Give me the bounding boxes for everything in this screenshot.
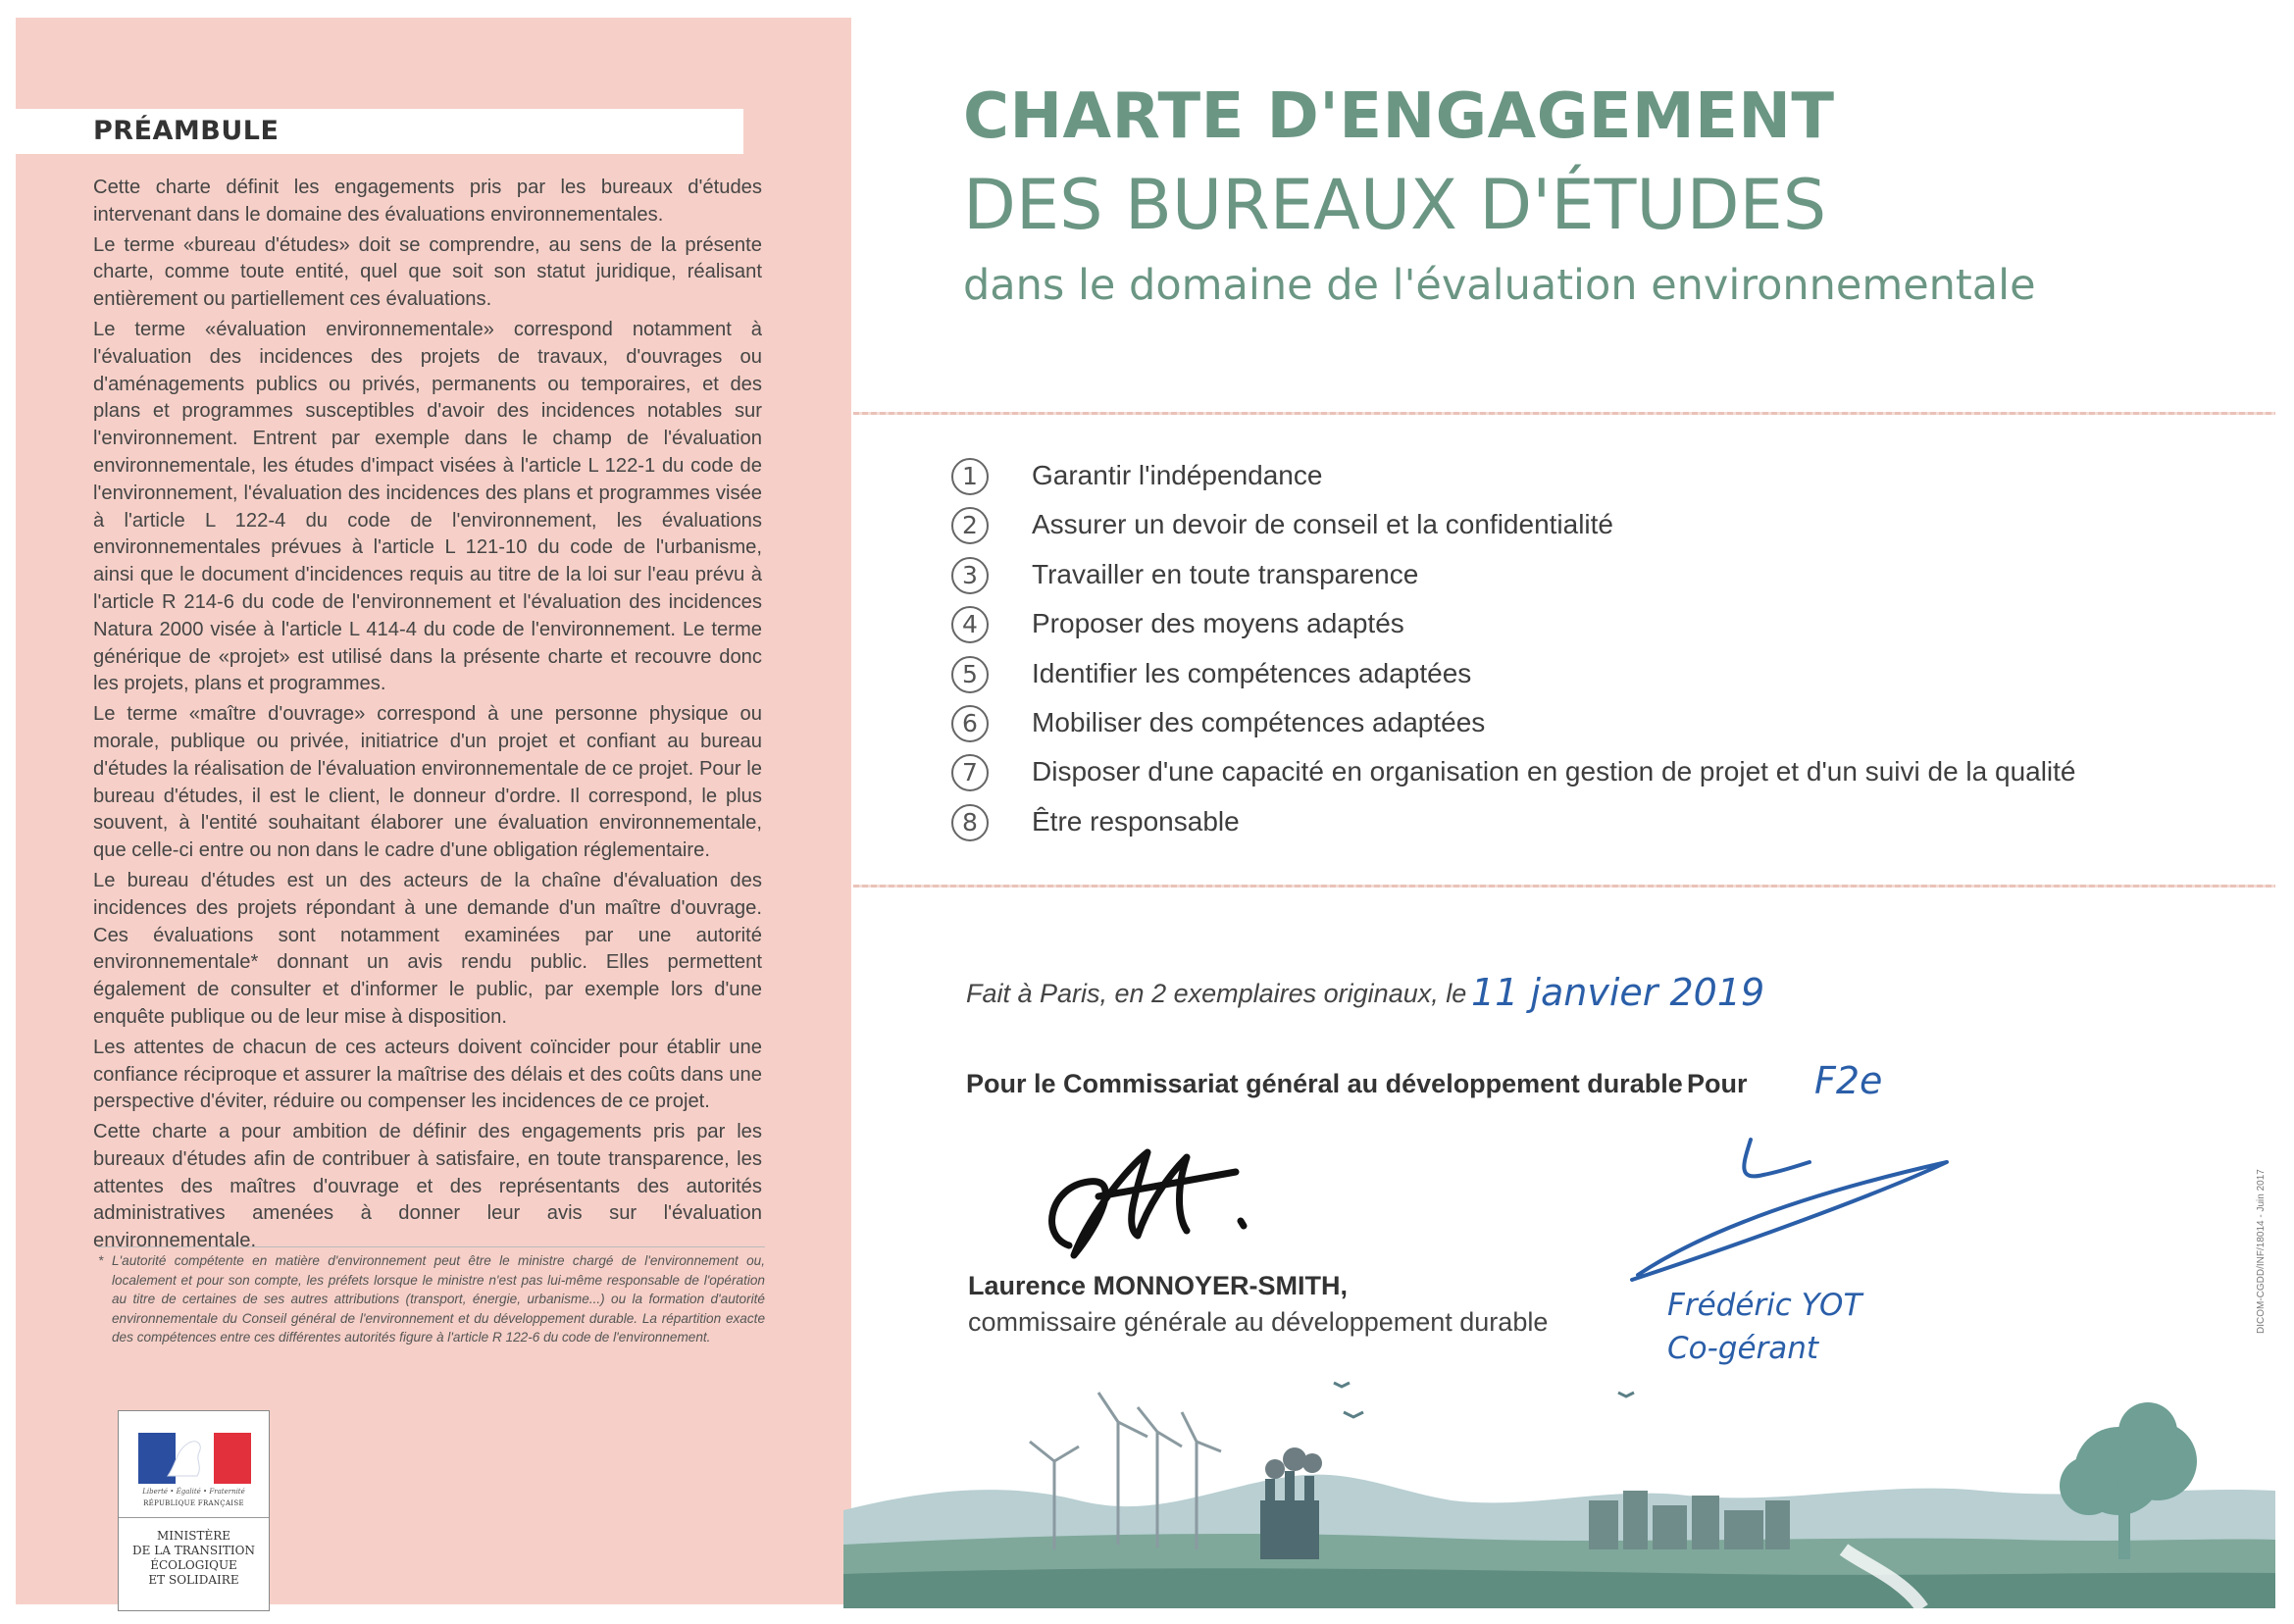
preamble-paragraph: Le terme «évaluation environnementale» correspond notamment à l'évaluation des incidences des projets de travaux, d'ouvrages ou d'aménagements publics ou privés, permanents ou temporaires, et des plans et programmes susceptibles d'avoir des incidences notables sur l'environnement. Entrent par exemple dans le champ de l'évaluation environnementale, les études d'impact visées à l'article L 122-1 du code de l'environnement, l'évaluation des incidences des plans et programmes visée à l'article L 122-4 du code de l'environnement, les évaluations environnementales prévues à l'article L 121-10 du code de l'urbanisme, ainsi que le document d'incidences requis au titre de la loi sur l'eau prévu à l'article R 214-6 du code de l'environnement et l'évaluation des incidences Natura 2000 visée à l'article L 414-4 du code de l'environnement. Le terme générique de «projet» est utilisé dans la présente charte et recouvre donc les projets, plans et programmes. [93, 318, 762, 695]
logo-ministry-line: ÉCOLOGIQUE [150, 1558, 237, 1572]
commitment-item [951, 456, 2226, 505]
footnote [98, 1246, 765, 1347]
logo-divider [119, 1517, 269, 1518]
commitment-number: 4 [951, 606, 989, 643]
commitment-number: 2 [951, 507, 989, 544]
handwritten-company: F2e [1814, 1059, 1883, 1102]
commitment-label: Mobiliser des compétences adaptées [1032, 706, 1486, 737]
logo-ministry-line: MINISTÈRE [156, 1529, 231, 1543]
footnote-star: * [98, 1253, 104, 1268]
preamble-heading: PRÉAMBULE [16, 109, 743, 154]
ministry-logo [118, 1410, 270, 1611]
commitment-number: 3 [951, 557, 989, 594]
handwritten-signer-name: Frédéric YOT [1667, 1288, 1862, 1323]
commitment-label: Être responsable [1032, 805, 1240, 837]
commitment-number: 1 [951, 458, 989, 495]
divider-bottom [853, 885, 2275, 888]
document-reference: DICOM-CGDD/INF/18014 - Juin 2017 [2256, 1169, 2267, 1334]
preamble-paragraph: Cette charte définit les engagements pris par les bureaux d'études intervenant dans le domaine des évaluations environnementales. [93, 177, 762, 226]
divider-top [853, 412, 2275, 415]
handwritten-date: 11 janvier 2019 [1471, 971, 1765, 1014]
commitment-label: Travailler en toute transparence [1032, 558, 1419, 589]
logo-republique: RÉPUBLIQUE FRANÇAISE [143, 1499, 244, 1507]
commitment-label: Disposer d'une capacité en organisation en gestion de projet et d'un suivi de la qualité [1032, 756, 2076, 787]
commitment-number: 7 [951, 754, 989, 791]
charter-title-line2: DES BUREAUX D'ÉTUDES [963, 165, 1827, 245]
commitment-label: Proposer des moyens adaptés [1032, 608, 1404, 639]
commitment-label: Garantir l'indépendance [1032, 460, 1323, 490]
footnote-text: L'autorité compétente en matière d'environnement peut être le ministre chargé de l'environnement ou, localement et pour son compte, les préfets lorsque le ministre n'est pas lui-même responsable de l'opération au titre de certaines de ses autres attributions (transport, énergie, urbanisme...) ou la formation d'autorité environnementale du Conseil général de l'environnement et du développement durable. La répartition exacte des compétences entre ces différentes autorités figure à l'article R 122-6 du code de l'environnement. [112, 1253, 765, 1345]
charter-subtitle: dans le domaine de l'évaluation environnementale [963, 261, 2036, 310]
commitment-item [951, 654, 2226, 703]
commitment-item [951, 555, 2226, 604]
commitment-label: Assurer un devoir de conseil et la confidentialité [1032, 509, 1614, 540]
counterparty-label: Pour [1687, 1069, 1748, 1098]
cgdd-signature-icon [1030, 1128, 1275, 1275]
preamble-panel [16, 18, 851, 1604]
commitment-number: 8 [951, 804, 989, 841]
commitment-list [951, 456, 2226, 851]
preamble-paragraph: Le bureau d'études est un des acteurs de la chaîne d'évaluation des incidences des projets répondant à une demande d'un maître d'ouvrage. Ces évaluations sont notamment examinées par une autorité environnementale* donnant un avis rendu public. Elles permettent également de consulter et d'informer le public, par exemple lors d'une enquête publique ou de leur mise à disposition. [93, 869, 762, 1028]
commitment-number: 5 [951, 656, 989, 693]
handwritten-signer-role: Co-gérant [1667, 1331, 1819, 1366]
commitment-item [951, 505, 2226, 554]
f2e-signature-icon [1618, 1128, 1962, 1285]
signing-place-date: Fait à Paris, en 2 exemplaires originaux, le [966, 979, 1467, 1008]
commitment-item [951, 703, 2226, 752]
preamble-body [93, 175, 762, 1258]
commitment-item [951, 604, 2226, 653]
logo-ministry-line: ET SOLIDAIRE [148, 1573, 239, 1587]
preamble-paragraph: Cette charte a pour ambition de définir des engagements pris par les bureaux d'études afin de contribuer à satisfaire, en toute transparence, les attentes des maîtres d'ouvrage et des représentants des autorités administratives amenées à donner leur avis sur l'évaluation environnementale. [93, 1121, 762, 1252]
landscape-illustration [843, 1353, 2275, 1608]
commitment-item [951, 752, 2226, 801]
logo-ministry-name [119, 1529, 269, 1588]
preamble-paragraph: Le terme «bureau d'études» doit se comprendre, au sens de la présente charte, comme toute entité, quel que soit son statut juridique, réalisant entièrement ou partiellement ces évaluations. [93, 233, 762, 311]
commitment-label: Identifier les compétences adaptées [1032, 657, 1472, 688]
charter-title-line1: CHARTE D'ENGAGEMENT [963, 80, 1835, 153]
signer-name: Laurence MONNOYER-SMITH, [968, 1271, 1349, 1300]
signatory-org-label: Pour le Commissariat général au développement durable [966, 1069, 1683, 1098]
preamble-paragraph: Les attentes de chacun de ces acteurs doivent coïncider pour établir une confiance réciproque et assurer la maîtrise des délais et des coûts dans une perspective d'éviter, réduire ou compenser les incidences de ce projet. [93, 1036, 762, 1113]
marianne-flag-icon [138, 1433, 251, 1484]
signer-title: commissaire générale au développement durable [968, 1307, 1549, 1337]
commitment-number: 6 [951, 705, 989, 742]
preamble-paragraph: Le terme «maître d'ouvrage» correspond à une personne physique ou morale, publique ou privée, initiatrice d'un projet et confiant au bureau d'études la réalisation de l'évaluation environnementale de ce projet. Pour le bureau d'études, il est le client, le donneur d'ordre. Il correspond, le plus souvent, à l'entité souhaitant élaborer une évaluation environnementale, que celle-ci entre ou non dans le cadre d'une obligation réglementaire. [93, 703, 762, 862]
logo-motto: Liberté • Égalité • Fraternité [142, 1488, 245, 1496]
commitment-item [951, 802, 2226, 851]
logo-ministry-line: DE LA TRANSITION [132, 1544, 255, 1557]
